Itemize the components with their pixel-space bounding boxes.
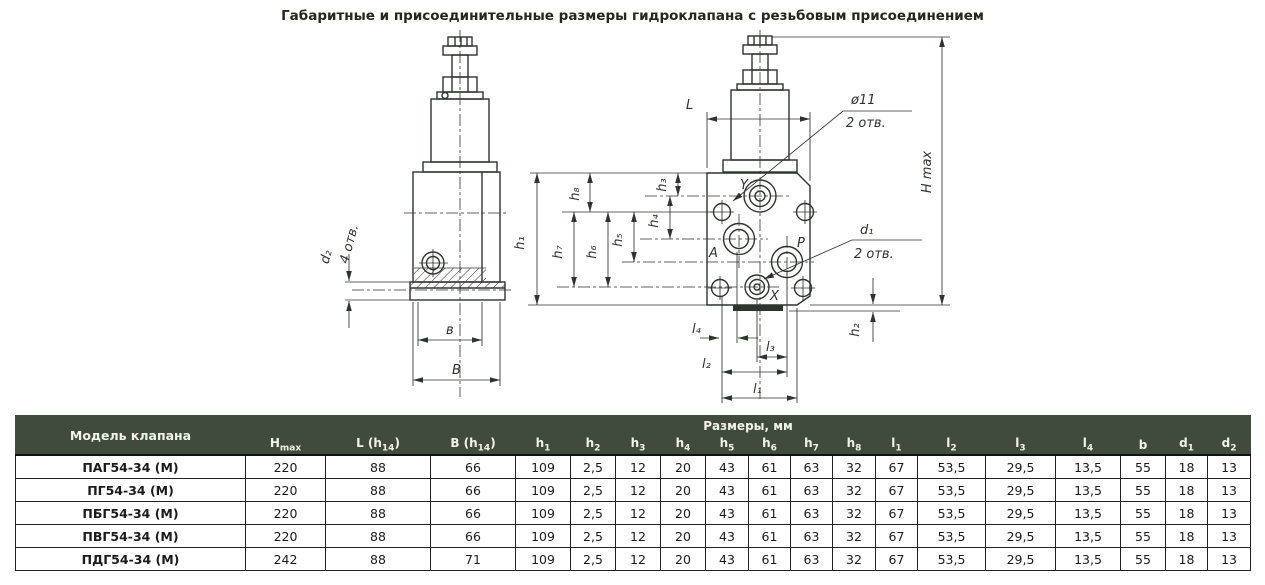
value-cell: 63: [791, 548, 833, 571]
dim-label-l4: l₄: [692, 322, 701, 337]
value-cell: 43: [706, 548, 749, 571]
dim-label-h4: h₄: [647, 214, 662, 228]
column-header: $d_2$: [1208, 435, 1251, 456]
value-cell: 63: [791, 525, 833, 548]
dim-label-four-holes: 4 отв.: [337, 222, 363, 266]
port-label-y: Y: [740, 178, 748, 193]
value-cell: 109: [516, 548, 571, 571]
value-cell: 12: [616, 525, 661, 548]
value-cell: 18: [1166, 548, 1208, 571]
model-cell: ПГ54-34 (М): [16, 479, 246, 502]
value-cell: 55: [1121, 502, 1166, 525]
table-row: [16, 548, 1251, 571]
value-cell: 66: [431, 479, 516, 502]
value-cell: 220: [246, 479, 326, 502]
value-cell: 20: [661, 548, 706, 571]
value-cell: 66: [431, 455, 516, 479]
value-cell: 29,5: [986, 548, 1056, 571]
value-cell: 43: [706, 455, 749, 479]
model-cell: ПБГ54-34 (М): [16, 502, 246, 525]
value-cell: 29,5: [986, 479, 1056, 502]
value-cell: 18: [1166, 479, 1208, 502]
column-header: $l_3$: [986, 435, 1056, 456]
table-row: [16, 455, 1251, 479]
value-cell: 61: [749, 502, 791, 525]
value-cell: 109: [516, 525, 571, 548]
value-cell: 32: [833, 479, 876, 502]
value-cell: 2,5: [571, 502, 616, 525]
value-cell: 12: [616, 455, 661, 479]
column-header: $h_7$: [791, 435, 833, 456]
value-cell: 88: [326, 502, 431, 525]
value-cell: 43: [706, 502, 749, 525]
dim-label-h2: h₂: [848, 323, 863, 337]
value-cell: 61: [749, 548, 791, 571]
column-header: b: [1121, 435, 1166, 456]
value-cell: 53,5: [918, 455, 986, 479]
column-header: $l_2$: [918, 435, 986, 456]
column-header: $h_3$: [616, 435, 661, 456]
value-cell: 13,5: [1056, 502, 1121, 525]
column-header: $l_1$: [876, 435, 918, 456]
value-cell: 55: [1121, 548, 1166, 571]
value-cell: 55: [1121, 479, 1166, 502]
value-cell: 43: [706, 479, 749, 502]
table-row: [16, 502, 1251, 525]
model-cell: ПАГ54-34 (М): [16, 455, 246, 479]
column-header: B $(h_{14})$: [431, 435, 516, 456]
value-cell: 242: [246, 548, 326, 571]
port-label-p: P: [797, 236, 805, 251]
value-cell: 13: [1208, 525, 1251, 548]
dim-label-h6: h₆: [585, 245, 600, 259]
value-cell: 109: [516, 502, 571, 525]
dim-label-l2: l₂: [702, 357, 711, 372]
value-cell: 20: [661, 455, 706, 479]
table-body: [16, 455, 1251, 571]
dim-label-h1: h₁: [513, 236, 528, 250]
value-cell: 61: [749, 525, 791, 548]
value-cell: 20: [661, 525, 706, 548]
value-cell: 13,5: [1056, 548, 1121, 571]
value-cell: 32: [833, 525, 876, 548]
column-header: $h_2$: [571, 435, 616, 456]
value-cell: 12: [616, 479, 661, 502]
column-header: $h_8$: [833, 435, 876, 456]
value-cell: 67: [876, 479, 918, 502]
column-header: $h_5$: [706, 435, 749, 456]
value-cell: 53,5: [918, 479, 986, 502]
value-cell: 55: [1121, 525, 1166, 548]
value-cell: 53,5: [918, 502, 986, 525]
value-cell: 53,5: [918, 548, 986, 571]
dimensions-table: [15, 415, 1251, 571]
dim-label-d2: d₂: [317, 248, 336, 266]
value-cell: 220: [246, 455, 326, 479]
model-column-header: Модель клапана: [16, 416, 246, 456]
value-cell: 13: [1208, 479, 1251, 502]
dim-label-h8: h₈: [568, 187, 583, 201]
value-cell: 88: [326, 455, 431, 479]
value-cell: 12: [616, 502, 661, 525]
dim-label-L: L: [686, 98, 694, 113]
value-cell: 29,5: [986, 502, 1056, 525]
value-cell: 61: [749, 479, 791, 502]
value-cell: 63: [791, 479, 833, 502]
value-cell: 63: [791, 502, 833, 525]
dim-label-hmax: H max: [920, 150, 935, 194]
value-cell: 18: [1166, 455, 1208, 479]
value-cell: 88: [326, 479, 431, 502]
value-cell: 20: [661, 502, 706, 525]
value-cell: 20: [661, 479, 706, 502]
value-cell: 2,5: [571, 548, 616, 571]
dim-label-dia11: ø11: [851, 93, 876, 108]
value-cell: 13: [1208, 455, 1251, 479]
value-cell: 109: [516, 479, 571, 502]
dim-label-two-holes-bottom: 2 отв.: [854, 247, 894, 262]
value-cell: 29,5: [986, 455, 1056, 479]
dim-label-b-outer: B: [452, 363, 461, 378]
dim-label-b-inner: в: [446, 323, 454, 338]
column-header: $l_4$: [1056, 435, 1121, 456]
dim-label-two-holes-top: 2 отв.: [846, 116, 886, 131]
value-cell: 13,5: [1056, 455, 1121, 479]
value-cell: 18: [1166, 525, 1208, 548]
column-header: $h_1$: [516, 435, 571, 456]
value-cell: 2,5: [571, 525, 616, 548]
table-group-header-row: [16, 416, 1251, 435]
value-cell: 18: [1166, 502, 1208, 525]
value-cell: 12: [616, 548, 661, 571]
value-cell: 67: [876, 502, 918, 525]
port-label-a: A: [709, 246, 718, 261]
value-cell: 55: [1121, 455, 1166, 479]
dim-label-d1: d₁: [860, 223, 874, 238]
port-label-x: X: [770, 289, 779, 304]
value-cell: 13: [1208, 502, 1251, 525]
dim-label-h5: h₅: [611, 233, 626, 247]
dim-label-h3: h₃: [655, 178, 670, 192]
table-row: [16, 525, 1251, 548]
value-cell: 66: [431, 502, 516, 525]
model-cell: ПДГ54-34 (М): [16, 548, 246, 571]
dim-label-l1: l₁: [753, 382, 762, 397]
table-row: [16, 479, 1251, 502]
value-cell: 88: [326, 548, 431, 571]
dim-label-l3: l₃: [766, 340, 775, 355]
value-cell: 32: [833, 502, 876, 525]
value-cell: 67: [876, 455, 918, 479]
column-header: $h_6$: [749, 435, 791, 456]
value-cell: 61: [749, 455, 791, 479]
value-cell: 29,5: [986, 525, 1056, 548]
value-cell: 109: [516, 455, 571, 479]
value-cell: 88: [326, 525, 431, 548]
sizes-group-header: Размеры, мм: [246, 416, 1251, 435]
value-cell: 13,5: [1056, 479, 1121, 502]
valve-port-view: [513, 30, 950, 403]
value-cell: 63: [791, 455, 833, 479]
column-header: $H_{max}$: [246, 435, 326, 456]
value-cell: 13,5: [1056, 525, 1121, 548]
drawing-title: Габаритные и присоединительные размеры гидроклапана с резьбовым присоединением: [281, 8, 984, 24]
value-cell: 220: [246, 525, 326, 548]
value-cell: 32: [833, 548, 876, 571]
value-cell: 67: [876, 525, 918, 548]
value-cell: 66: [431, 525, 516, 548]
column-header: $d_1$: [1166, 435, 1208, 456]
value-cell: 32: [833, 455, 876, 479]
value-cell: 2,5: [571, 455, 616, 479]
value-cell: 13: [1208, 548, 1251, 571]
model-cell: ПВГ54-34 (М): [16, 525, 246, 548]
value-cell: 71: [431, 548, 516, 571]
value-cell: 53,5: [918, 525, 986, 548]
column-header: L $(h_{14})$: [326, 435, 431, 456]
value-cell: 43: [706, 525, 749, 548]
column-header: $h_4$: [661, 435, 706, 456]
value-cell: 67: [876, 548, 918, 571]
dim-label-h7: h₇: [551, 245, 566, 259]
value-cell: 220: [246, 502, 326, 525]
valve-side-view: [318, 30, 512, 397]
value-cell: 2,5: [571, 479, 616, 502]
